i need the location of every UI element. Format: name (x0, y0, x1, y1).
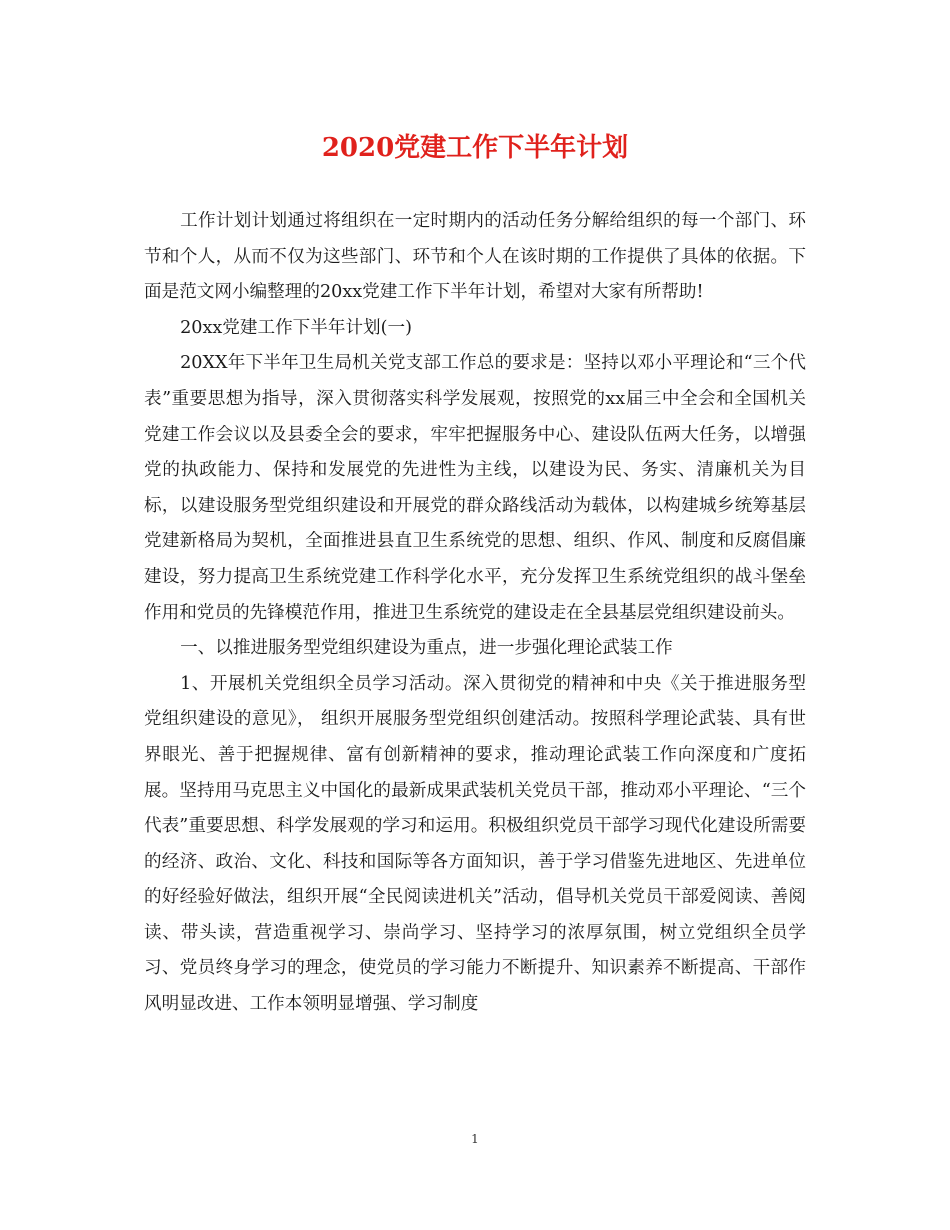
section-heading: 一、以推进服务型党组织建设为重点，进一步强化理论武装工作 (180, 638, 673, 659)
intro-paragraph: 工作计划计划通过将组织在一定时期内的活动任务分解给组织的每一个部门、环节和个人，从而不仅为这些部门、环节和个人在该时期的工作提供了具体的依据。下面是范文网小编整理的20xx党建工作下半年计划，希望对大家有所帮助! (144, 211, 806, 303)
study-activity-paragraph: 1、开展机关党组织全员学习活动。深入贯彻党的精神和中央《关于推进服务型党组织建设的意见》， 组织开展服务型党组织创建活动。按照科学理论武装、具有世界眼光、善于把握规律、富有创新精神的要求，推动理论武装工作向深度和广度拓展。坚持用马克思主义中国化的最新成果武装机关党员干部，推动邓小平理论、“三个代表”重要思想、科学发展观的学习和运用。积极组织党员干部学习现代化建设所需要的经济、政治、文化、科技和国际等各方面知识，善于学习借鉴先进地区、先进单位的好经验好做法，组织开展“全民阅读进机关”活动，倡导机关党员干部爱阅读、善阅读、带头读，营造重视学习、崇尚学习、坚持学习的浓厚氛围，树立党组织全员学习、党员终身学习的理念，使党员的学习能力不断提升、知识素养不断提高、干部作风明显改进、工作本领明显增强、学习制度 (144, 673, 806, 1015)
document-body (144, 204, 806, 1023)
page-number: 1 (471, 1132, 479, 1146)
document-title: 2020党建工作下半年计划 (321, 133, 629, 163)
requirements-paragraph: 20XX年下半年卫生局机关党支部工作总的要求是：坚持以邓小平理论和“三个代表”重要思想为指导，深入贯彻落实科学发展观，按照党的xx届三中全会和全国机关党建工作会议以及县委全会的要求，牢牢把握服务中心、建设队伍两大任务，以增强党的执政能力、保持和发展党的先进性为主线，以建设为民、务实、清廉机关为目标，以建设服务型党组织建设和开展党的群众路线活动为载体，以构建城乡统筹基层党建新格局为契机，全面推进县直卫生系统党的思想、组织、作风、制度和反腐倡廉建设，努力提高卫生系统党建工作科学化水平，充分发挥卫生系统党组织的战斗堡垒作用和党员的先锋模范作用，推进卫生系统党的建设走在全县基层党组织建设前头。 (144, 353, 806, 623)
section-heading: 20xx党建工作下半年计划(一) (180, 317, 412, 338)
